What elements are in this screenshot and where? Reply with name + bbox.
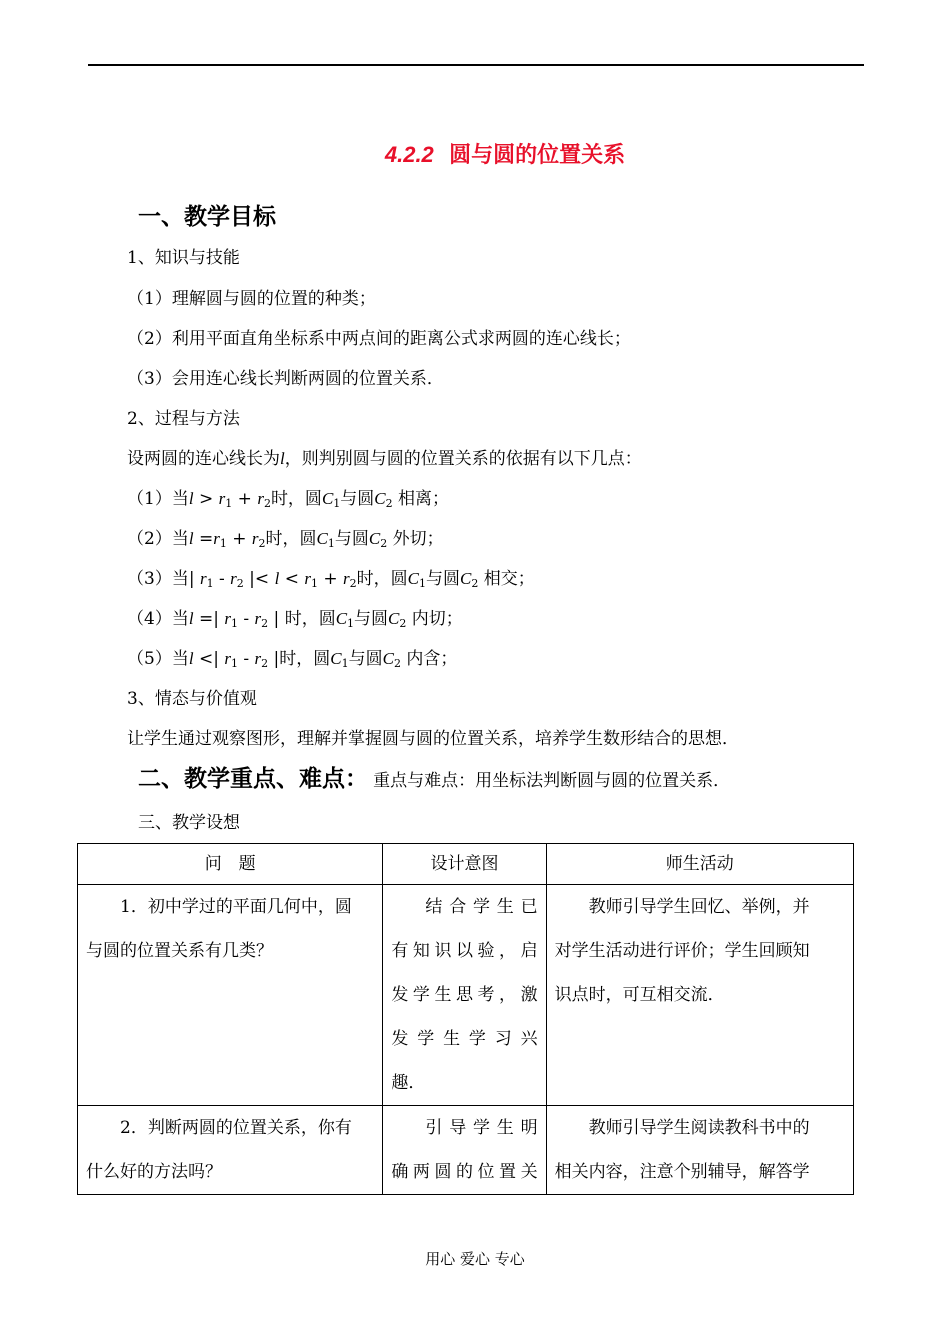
header-activity: 师生活动: [546, 844, 853, 885]
cell-question: 1．初中学过的平面几何中，圆 与圆的位置关系有几类？: [78, 885, 383, 1106]
subheading-knowledge: 1、知识与技能: [127, 248, 240, 268]
section1-heading: 一、教学目标: [138, 204, 276, 230]
condition-internal-tangent: （4）当l =| $r_1 - r_2$ | 时，圆$C_1$与圆$C_2$ 内切；: [127, 609, 463, 630]
values-text: 让学生通过观察图形，理解并掌握圆与圆的位置关系，培养学生数形结合的思想．: [127, 729, 739, 749]
header-question: 问 题: [78, 844, 383, 885]
section2-note: 重点与难点：用坐标法判断圆与圆的位置关系．: [373, 771, 731, 791]
title-text: 圆与圆的位置关系: [449, 142, 626, 168]
header-intent: 设计意图: [383, 844, 546, 885]
table-row: [78, 885, 854, 1106]
cell-activity: 教师引导学生回忆、举例，并 对学生活动进行评价；学生回顾知 识点时，可互相交流．: [546, 885, 853, 1106]
section3-heading: 三、教学设想: [138, 813, 240, 833]
cell-intent: 结合学生已 有知识以验，启 发学生思考，激 发学生学习兴 趣．: [383, 885, 546, 1106]
lesson-plan-table: [77, 843, 854, 1195]
header-rule: [88, 64, 864, 66]
table-row: [78, 1106, 854, 1195]
title-number: 4.2.2: [384, 142, 434, 167]
criteria-intro: 设两圆的连心线长为l，则判别圆与圆的位置关系的依据有以下几点：: [127, 449, 642, 469]
page-footer: 用心 爱心 专心: [425, 1250, 525, 1268]
cell-activity: 教师引导学生阅读教科书中的 相关内容，注意个别辅导，解答学: [546, 1106, 853, 1195]
condition-external-tangent: （2）当$l =r_1 + r_2$时，圆$C_1$与圆$C_2$ 外切；: [127, 529, 444, 550]
section2: [138, 760, 730, 793]
goal-item-1: （1）理解圆与圆的位置的种类；: [127, 289, 376, 309]
subheading-values: 3、情态与价值观: [127, 689, 257, 709]
table-header-row: [78, 844, 854, 885]
condition-separate: （1）当$l > r_1 + r_2$时，圆$C_1$与圆$C_2$ 相离；: [127, 489, 450, 510]
goal-item-2: （2）利用平面直角坐标系中两点间的距离公式求两圆的连心线长；: [127, 329, 631, 349]
condition-intersect: （3）当| $r_1 - r_2$ |< $l < r_1 + r_2$时，圆$C_1$与圆$C_2$ 相交；: [127, 569, 535, 590]
page-title: [0, 138, 950, 169]
subheading-process: 2、过程与方法: [127, 409, 240, 429]
cell-question: 2．判断两圆的位置关系，你有 什么好的方法吗？: [78, 1106, 383, 1195]
condition-contained: （5）当l <| $r_1 - r_2$ |时，圆$C_1$与圆$C_2$ 内含；: [127, 649, 458, 670]
goal-item-3: （3）会用连心线长判断两圆的位置关系．: [127, 369, 444, 389]
cell-intent: 引导学生明 确两圆的位置关: [383, 1106, 546, 1195]
section2-heading: 二、教学重点、难点：: [138, 766, 368, 792]
